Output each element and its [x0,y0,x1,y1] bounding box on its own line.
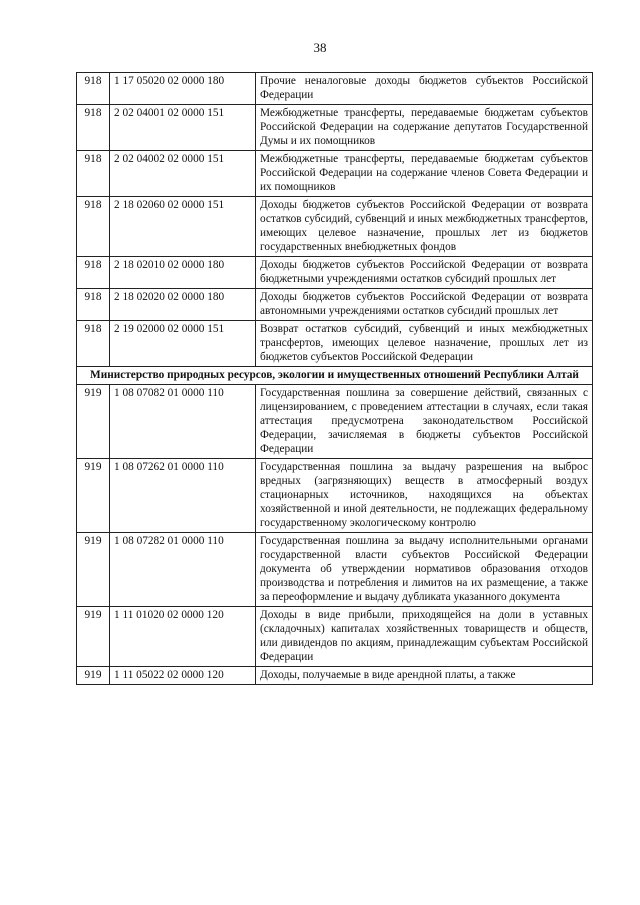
section-title: Министерство природных ресурсов, экологии и имущественных отношений Республики Алтай [77,367,593,385]
revenue-name-cell: Государственная пошлина за выдачу исполнительными органами государственной власти субъектов Российской Федерации документа об утверждении нормативов образования отходов производства и потребления и лимитов на их размещение, а также за переоформление и выдачу дубликата указанного документа [256,533,593,607]
admin-code-cell: 919 [77,385,110,459]
revenue-name-cell: Межбюджетные трансферты, передаваемые бюджетам субъектов Российской Федерации на содержание членов Совета Федерации и их помощников [256,151,593,197]
budget-code-cell: 2 19 02000 02 0000 151 [110,321,256,367]
admin-code-cell: 918 [77,321,110,367]
table-row [77,533,593,607]
table-row [77,257,593,289]
revenue-codes-table [76,72,593,685]
budget-code-cell: 1 11 05022 02 0000 120 [110,667,256,685]
table-row [77,459,593,533]
budget-code-cell: 1 08 07282 01 0000 110 [110,533,256,607]
revenue-name-cell: Доходы бюджетов субъектов Российской Федерации от возврата автономными учреждениями остатков субсидий прошлых лет [256,289,593,321]
revenue-name-cell: Государственная пошлина за выдачу разрешения на выброс вредных (загрязняющих) веществ в атмосферный воздух стационарных источников, находящихся на объектах хозяйственной и иной деятельности, не подлежащих федеральному государственному экологическому контролю [256,459,593,533]
table-row [77,321,593,367]
budget-code-cell: 2 18 02060 02 0000 151 [110,197,256,257]
budget-code-cell: 1 11 01020 02 0000 120 [110,607,256,667]
table-row [77,151,593,197]
budget-code-cell: 2 18 02020 02 0000 180 [110,289,256,321]
budget-code-cell: 2 02 04001 02 0000 151 [110,105,256,151]
table-row [77,197,593,257]
revenue-name-cell: Возврат остатков субсидий, субвенций и иных межбюджетных трансфертов, имеющих целевое назначение, прошлых лет из бюджетов субъектов Российской Федерации [256,321,593,367]
admin-code-cell: 919 [77,667,110,685]
admin-code-cell: 918 [77,197,110,257]
budget-code-cell: 1 08 07262 01 0000 110 [110,459,256,533]
table-row [77,607,593,667]
table-row [77,289,593,321]
page-number: 38 [313,40,327,55]
revenue-name-cell: Прочие неналоговые доходы бюджетов субъектов Российской Федерации [256,73,593,105]
revenue-name-cell: Доходы бюджетов субъектов Российской Федерации от возврата бюджетными учреждениями остатков субсидий прошлых лет [256,257,593,289]
budget-code-cell: 2 02 04002 02 0000 151 [110,151,256,197]
table-row [77,667,593,685]
admin-code-cell: 918 [77,257,110,289]
table-row [77,385,593,459]
section-header-row [77,367,593,385]
revenue-name-cell: Государственная пошлина за совершение действий, связанных с лицензированием, с проведением аттестации в случаях, если такая аттестация предусмотрена законодательством Российской Федерации, зачисляемая в бюджеты субъектов Российской Федерации [256,385,593,459]
budget-code-cell: 1 08 07082 01 0000 110 [110,385,256,459]
budget-code-cell: 2 18 02010 02 0000 180 [110,257,256,289]
admin-code-cell: 918 [77,73,110,105]
revenue-name-cell: Межбюджетные трансферты, передаваемые бюджетам субъектов Российской Федерации на содержание депутатов Государственной Думы и их помощников [256,105,593,151]
admin-code-cell: 919 [77,533,110,607]
budget-code-cell: 1 17 05020 02 0000 180 [110,73,256,105]
admin-code-cell: 919 [77,459,110,533]
admin-code-cell: 918 [77,105,110,151]
table-row [77,73,593,105]
table-row [77,105,593,151]
revenue-name-cell: Доходы бюджетов субъектов Российской Федерации от возврата остатков субсидий, субвенций и иных межбюджетных трансфертов, имеющих целевое назначение, прошлых лет из бюджетов государственных внебюджетных фондов [256,197,593,257]
revenue-name-cell: Доходы в виде прибыли, приходящейся на доли в уставных (складочных) капиталах хозяйственных товариществ и обществ, или дивидендов по акциям, принадлежащим субъектам Российской Федерации [256,607,593,667]
admin-code-cell: 918 [77,289,110,321]
admin-code-cell: 918 [77,151,110,197]
admin-code-cell: 919 [77,607,110,667]
revenue-name-cell: Доходы, получаемые в виде арендной платы, а также [256,667,593,685]
table-body [77,73,593,685]
